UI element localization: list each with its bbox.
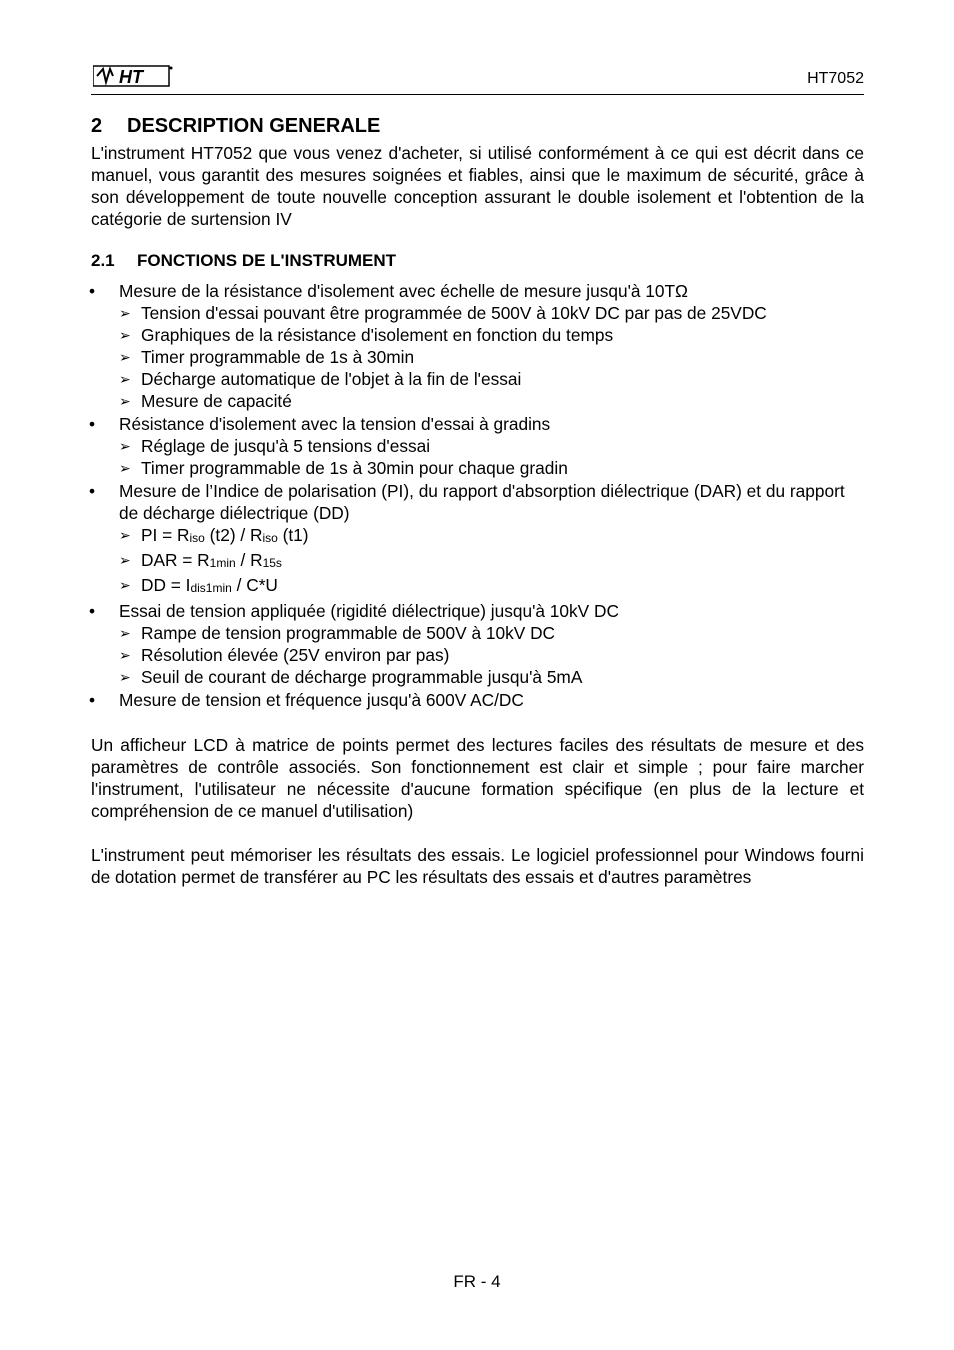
sub-list-item-text: Seuil de courant de décharge programmable jusqu'à 5mA — [141, 667, 583, 687]
formula-subscript: 15s — [262, 556, 282, 570]
formula-text: PI = R — [141, 525, 190, 545]
intro-paragraph: L'instrument HT7052 que vous venez d'acheter, si utilisé conformément à ce qui est décrit dans ce manuel, vous garantit des mesures soignées et fiables, ainsi que le maximum de sécurité, grâce à son développement de toute nouvelle conception assurant le double isolement et l'obtention de la catégorie de surtension IV — [91, 143, 864, 229]
functions-list — [91, 280, 864, 711]
sub-list — [119, 302, 864, 412]
formula-text: / R — [235, 550, 263, 570]
sub-list-item-text: Graphiques de la résistance d'isolement en fonction du temps — [141, 325, 614, 345]
arrow-icon: ➢ — [119, 625, 131, 641]
page-header — [91, 60, 864, 95]
list-item — [91, 600, 864, 688]
sub-list-item-text: Décharge automatique de l'objet à la fin de l'essai — [141, 369, 522, 389]
sub-list-item-text: Rampe de tension programmable de 500V à 10kV DC — [141, 623, 556, 643]
sub-list-item — [119, 457, 864, 479]
formula-text: DAR = R — [141, 550, 210, 570]
arrow-icon: ➢ — [119, 527, 131, 543]
subsection-title: FONCTIONS DE L'INSTRUMENT — [137, 251, 397, 270]
list-item-text: Mesure de l’Indice de polarisation (PI), du rapport d'absorption diélectrique (DAR) et du rapport de décharge diélectrique (DD) — [119, 481, 845, 523]
sub-list-item-text: Résolution élevée (25V environ par pas) — [141, 645, 450, 665]
bullet-icon: • — [89, 414, 96, 434]
arrow-icon: ➢ — [119, 577, 131, 593]
sub-list-item — [119, 435, 864, 457]
bullet-icon: • — [89, 281, 96, 301]
formula-pi — [119, 524, 864, 549]
list-item-text: Essai de tension appliquée (rigidité diélectrique) jusqu'à 10kV DC — [119, 601, 619, 621]
page-content — [91, 112, 864, 888]
arrow-icon: ➢ — [119, 327, 131, 343]
sub-list-item-text: Timer programmable de 1s à 30min — [141, 347, 415, 367]
sub-list-item — [119, 368, 864, 390]
formula-subscript: 1min — [209, 556, 236, 570]
sub-list-item — [119, 346, 864, 368]
formula-text: DD = I — [141, 575, 191, 595]
list-item — [91, 413, 864, 479]
lcd-paragraph: Un afficheur LCD à matrice de points permet des lectures faciles des résultats de mesure et des paramètres de contrôle associés. Son fonctionnement est clair et simple ; pour faire marcher l'instrument, l'utilisateur ne nécessite d'aucune formation spécifique (en plus de la lecture et compréhension de ce manuel d'utilisation) — [91, 735, 864, 821]
sub-list-item-text: Tension d'essai pouvant être programmée de 500V à 10kV DC par pas de 25VDC — [141, 303, 767, 323]
list-item-text: Mesure de tension et fréquence jusqu'à 600V AC/DC — [119, 690, 524, 710]
formula-dd — [119, 574, 864, 599]
sub-list — [119, 435, 864, 479]
sub-list-item — [119, 302, 864, 324]
arrow-icon: ➢ — [119, 438, 131, 454]
page-number: FR - 4 — [453, 1272, 501, 1291]
sub-list-item — [119, 622, 864, 644]
formula-subscript: iso — [262, 531, 278, 545]
memory-paragraph: L'instrument peut mémoriser les résultats des essais. Le logiciel professionnel pour Windows fourni de dotation permet de transférer au PC les résultats des essais et d'autres paramètres — [91, 845, 864, 887]
arrow-icon: ➢ — [119, 305, 131, 321]
formula-text: / C*U — [231, 575, 278, 595]
section-number: 2 — [91, 115, 103, 137]
sub-list-item-text: Timer programmable de 1s à 30min pour chaque gradin — [141, 458, 568, 478]
formula-subscript: dis1min — [190, 581, 232, 595]
arrow-icon: ➢ — [119, 669, 131, 685]
arrow-icon: ➢ — [119, 460, 131, 476]
arrow-icon: ➢ — [119, 393, 131, 409]
sub-list — [119, 622, 864, 688]
arrow-icon: ➢ — [119, 349, 131, 365]
sub-list-item-text: Réglage de jusqu'à 5 tensions d'essai — [141, 436, 431, 456]
formula-text: (t1) — [277, 525, 309, 545]
sub-list-item — [119, 324, 864, 346]
list-item-text: Mesure de la résistance d'isolement avec échelle de mesure jusqu'à 10TΩ — [119, 281, 688, 301]
document-id: HT7052 — [807, 70, 864, 87]
subsection-heading — [91, 250, 864, 272]
arrow-icon: ➢ — [119, 647, 131, 663]
sub-list-item — [119, 666, 864, 688]
formula-subscript: iso — [189, 531, 205, 545]
list-item — [91, 280, 864, 412]
section-heading — [91, 112, 864, 140]
ht-logo — [93, 64, 173, 88]
bullet-icon: • — [89, 481, 96, 501]
bullet-icon: • — [89, 601, 96, 621]
section-title: DESCRIPTION GENERALE — [127, 115, 381, 137]
formula-text: (t2) / R — [204, 525, 263, 545]
sub-list-item — [119, 644, 864, 666]
bullet-icon: • — [89, 690, 96, 710]
list-item-text: Résistance d'isolement avec la tension d'essai à gradins — [119, 414, 551, 434]
sub-list-item — [119, 390, 864, 412]
list-item — [91, 480, 864, 599]
sub-list — [119, 524, 864, 599]
svg-text:HT: HT — [119, 67, 143, 87]
subsection-number: 2.1 — [91, 251, 115, 270]
list-item — [91, 689, 864, 711]
formula-dar — [119, 549, 864, 574]
arrow-icon: ➢ — [119, 371, 131, 387]
sub-list-item-text: Mesure de capacité — [141, 391, 292, 411]
arrow-icon: ➢ — [119, 552, 131, 568]
